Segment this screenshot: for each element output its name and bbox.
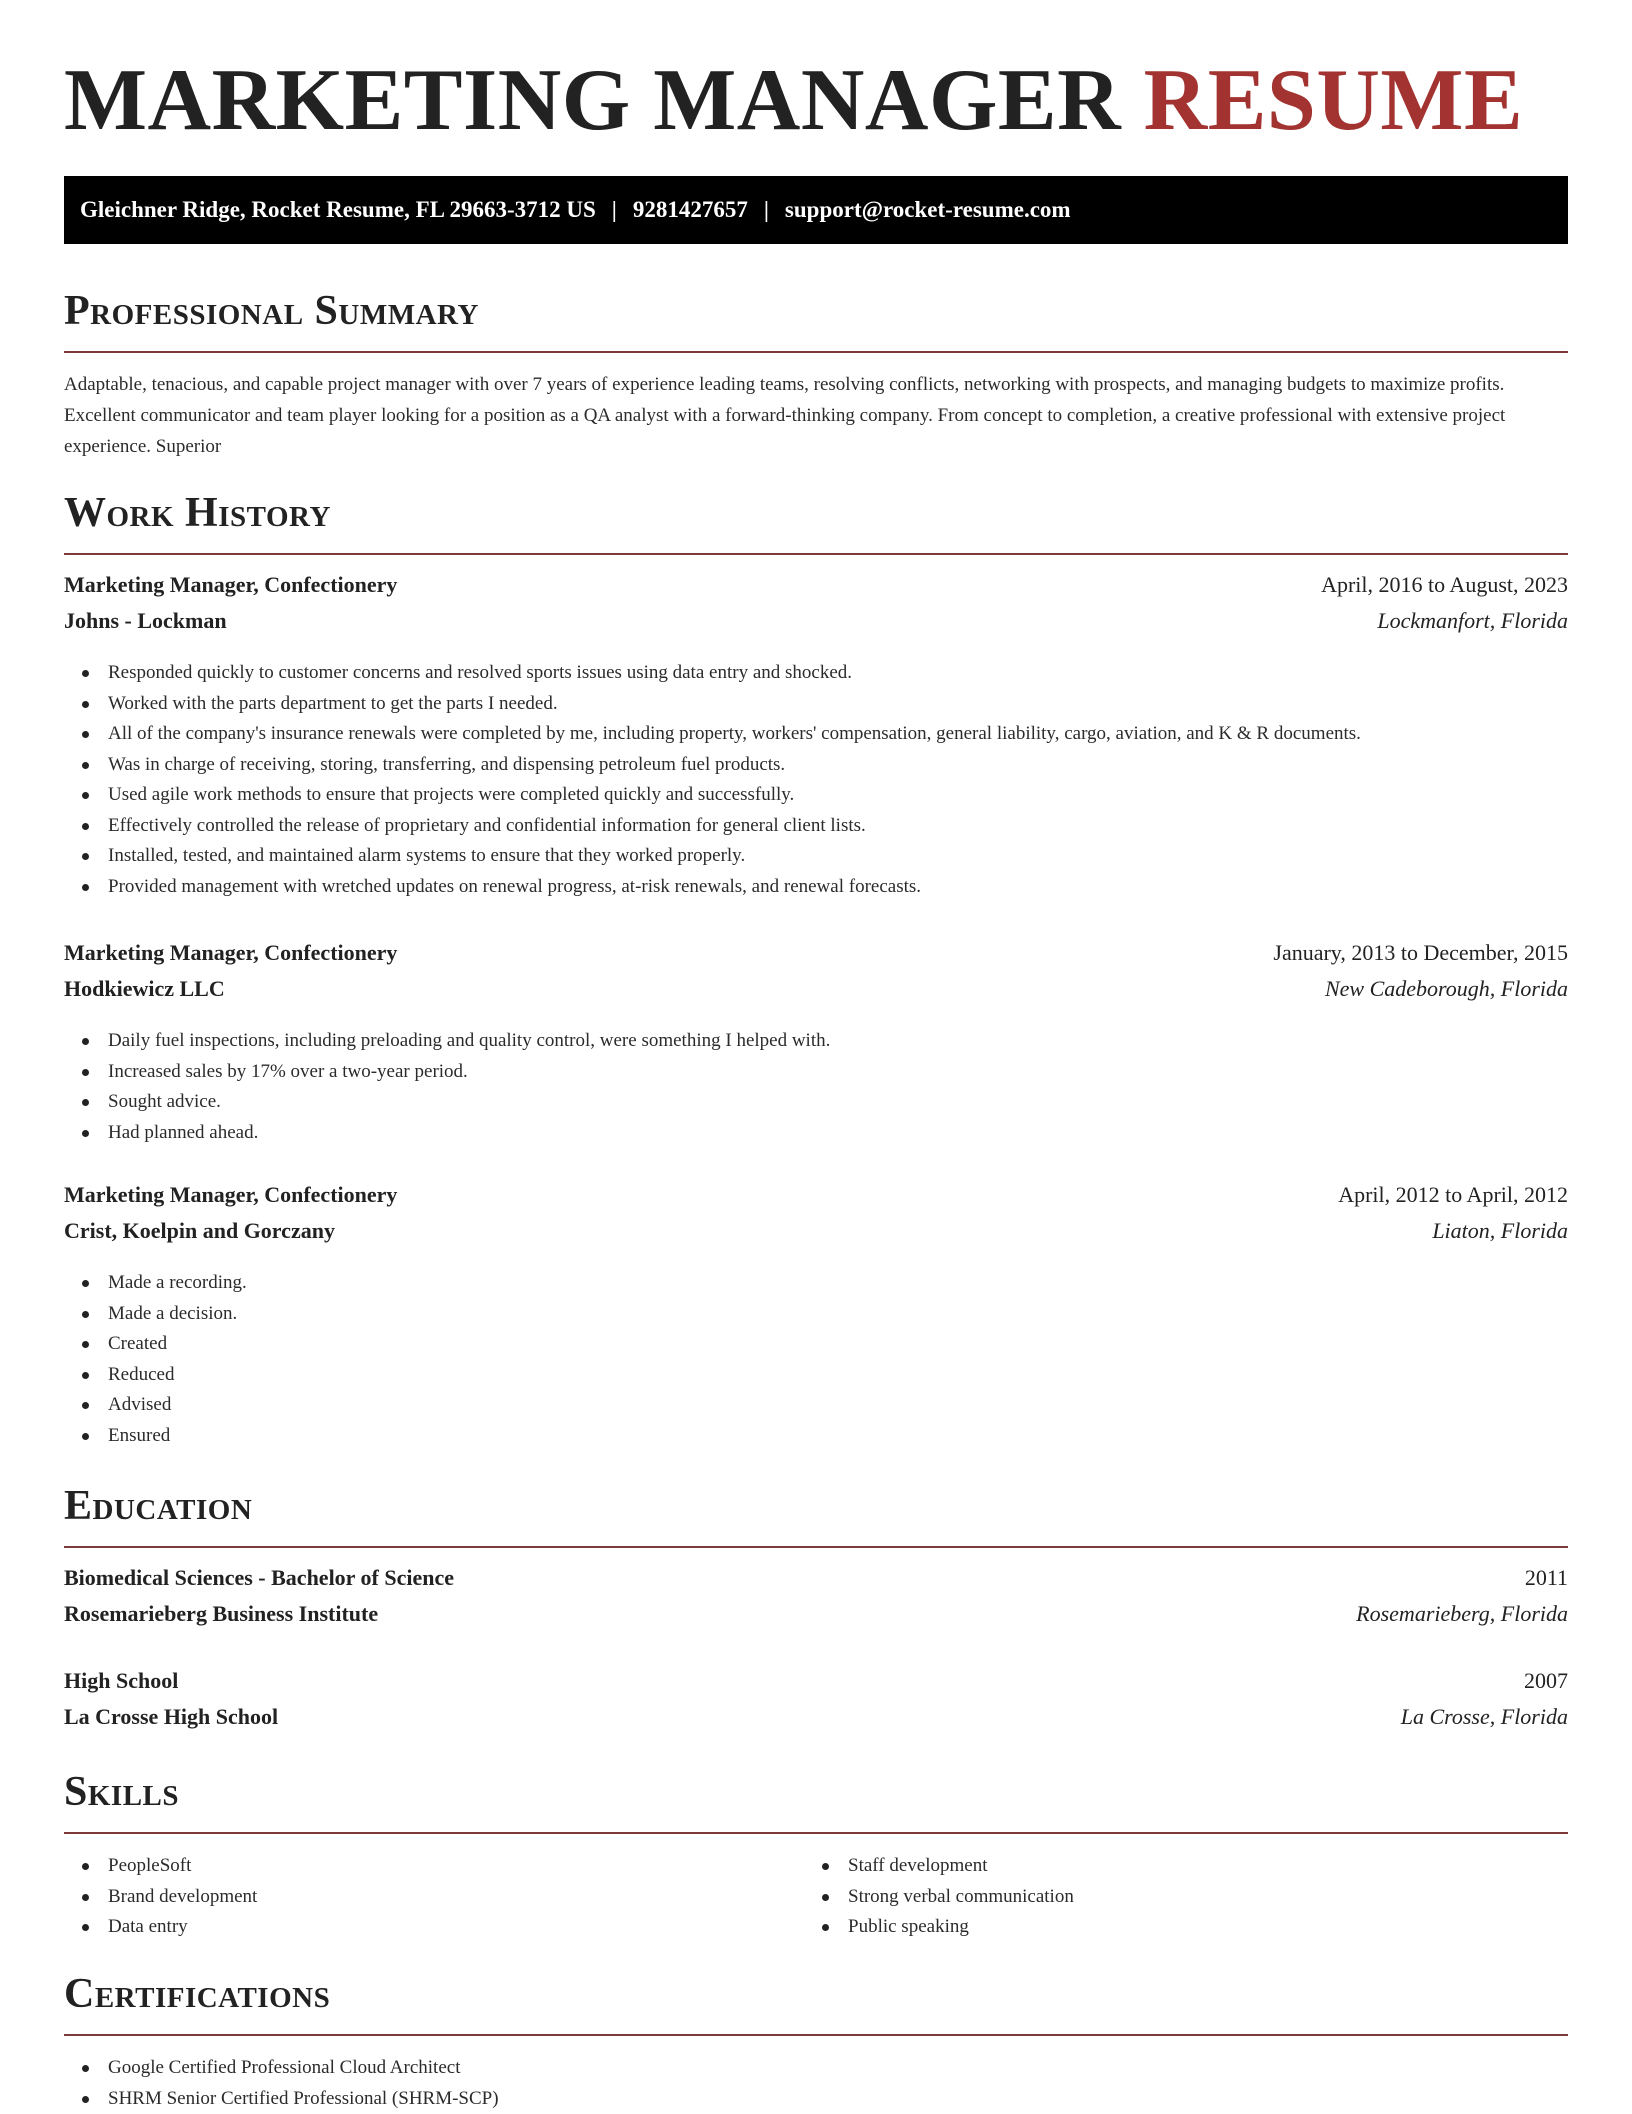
contact-email: support@rocket-resume.com <box>785 197 1071 223</box>
job-entry <box>64 572 1568 902</box>
job-dates: April, 2016 to August, 2023 <box>1321 572 1568 598</box>
job-dates: April, 2012 to April, 2012 <box>1338 1182 1568 1208</box>
skill-item: Data entry <box>64 1912 764 1943</box>
list-item: Provided management with wretched updates on renewal progress, at-risk renewals, and renewal forecasts. <box>64 872 1568 903</box>
list-item: All of the company's insurance renewals were completed by me, including property, workers' compensation, general liability, cargo, aviation, and K & R documents. <box>64 719 1568 750</box>
job-location: New Cadeborough, Florida <box>1325 976 1568 1002</box>
section-divider <box>64 351 1568 353</box>
list-item: Advised <box>64 1390 1568 1421</box>
certifications-list <box>64 2053 499 2114</box>
skill-item: Brand development <box>64 1882 764 1913</box>
education-year: 2011 <box>1525 1565 1568 1591</box>
list-item: Reduced <box>64 1360 1568 1391</box>
list-item: Was in charge of receiving, storing, transferring, and dispensing petroleum fuel products. <box>64 750 1568 781</box>
skill-item: PeopleSoft <box>64 1851 764 1882</box>
skill-item: Staff development <box>804 1851 1504 1882</box>
education-school: Rosemarieberg Business Institute <box>64 1601 378 1627</box>
job-entry <box>64 940 1568 1148</box>
section-divider <box>64 1832 1568 1834</box>
list-item: Increased sales by 17% over a two-year period. <box>64 1057 1568 1088</box>
contact-separator: | <box>764 197 769 223</box>
summary-heading: Professional Summary <box>64 288 1568 334</box>
contact-bar <box>64 176 1568 244</box>
skill-item: Strong verbal communication <box>804 1882 1504 1913</box>
education-entry <box>64 1668 1568 1740</box>
job-location: Liaton, Florida <box>1432 1218 1568 1244</box>
skills-list-right <box>804 1851 1504 1943</box>
certification-item: Google Certified Professional Cloud Architect <box>64 2053 499 2084</box>
education-school: La Crosse High School <box>64 1704 278 1730</box>
title-accent: RESUME <box>1144 52 1524 149</box>
list-item: Responded quickly to customer concerns and resolved sports issues using data entry and shocked. <box>64 658 1568 689</box>
job-company: Crist, Koelpin and Gorczany <box>64 1218 335 1244</box>
list-item: Created <box>64 1329 1568 1360</box>
skills-heading: Skills <box>64 1769 1568 1815</box>
job-title: Marketing Manager, Confectionery <box>64 940 397 966</box>
job-bullets <box>64 658 1568 902</box>
job-title: Marketing Manager, Confectionery <box>64 1182 397 1208</box>
job-bullets <box>64 1026 1568 1148</box>
skill-item: Public speaking <box>804 1912 1504 1943</box>
education-year: 2007 <box>1524 1668 1568 1694</box>
list-item: Made a recording. <box>64 1268 1568 1299</box>
education-entry <box>64 1565 1568 1637</box>
title-main: MARKETING MANAGER <box>64 52 1121 149</box>
list-item: Ensured <box>64 1421 1568 1452</box>
list-item: Daily fuel inspections, including preloading and quality control, were something I helped with. <box>64 1026 1568 1057</box>
education-degree: Biomedical Sciences - Bachelor of Science <box>64 1565 454 1591</box>
job-entry <box>64 1182 1568 1451</box>
education-location: Rosemarieberg, Florida <box>1356 1601 1568 1627</box>
section-divider <box>64 553 1568 555</box>
job-bullets <box>64 1268 1568 1451</box>
section-divider <box>64 1546 1568 1548</box>
list-item: Had planned ahead. <box>64 1118 1568 1149</box>
contact-separator: | <box>612 197 617 223</box>
contact-phone: 9281427657 <box>633 197 748 223</box>
education-degree: High School <box>64 1668 178 1694</box>
list-item: Installed, tested, and maintained alarm systems to ensure that they worked properly. <box>64 841 1568 872</box>
list-item: Sought advice. <box>64 1087 1568 1118</box>
summary-text: Adaptable, tenacious, and capable project manager with over 7 years of experience leading teams, resolving conflicts, networking with prospects, and managing budgets to maximize profits. Excellent communicator and team player looking for a position as a QA analyst with a forward-thinking company. From concept to completion, a creative professional with extensive project experience. Superior <box>64 369 1568 462</box>
job-company: Johns - Lockman <box>64 608 227 634</box>
list-item: Used agile work methods to ensure that projects were completed quickly and successfully. <box>64 780 1568 811</box>
certification-item: SHRM Senior Certified Professional (SHRM-SCP) <box>64 2084 499 2114</box>
section-divider <box>64 2034 1568 2036</box>
job-dates: January, 2013 to December, 2015 <box>1273 940 1568 966</box>
certifications-heading: Certifications <box>64 1971 1568 2017</box>
list-item: Made a decision. <box>64 1299 1568 1330</box>
education-heading: Education <box>64 1483 1568 1529</box>
education-location: La Crosse, Florida <box>1401 1704 1568 1730</box>
resume-title <box>64 50 1523 151</box>
skills-list-left <box>64 1851 764 1943</box>
job-title: Marketing Manager, Confectionery <box>64 572 397 598</box>
job-company: Hodkiewicz LLC <box>64 976 225 1002</box>
work-history-heading: Work History <box>64 490 1568 536</box>
job-location: Lockmanfort, Florida <box>1377 608 1568 634</box>
contact-address: Gleichner Ridge, Rocket Resume, FL 29663-3712 US <box>80 197 596 223</box>
list-item: Worked with the parts department to get the parts I needed. <box>64 689 1568 720</box>
list-item: Effectively controlled the release of proprietary and confidential information for general client lists. <box>64 811 1568 842</box>
